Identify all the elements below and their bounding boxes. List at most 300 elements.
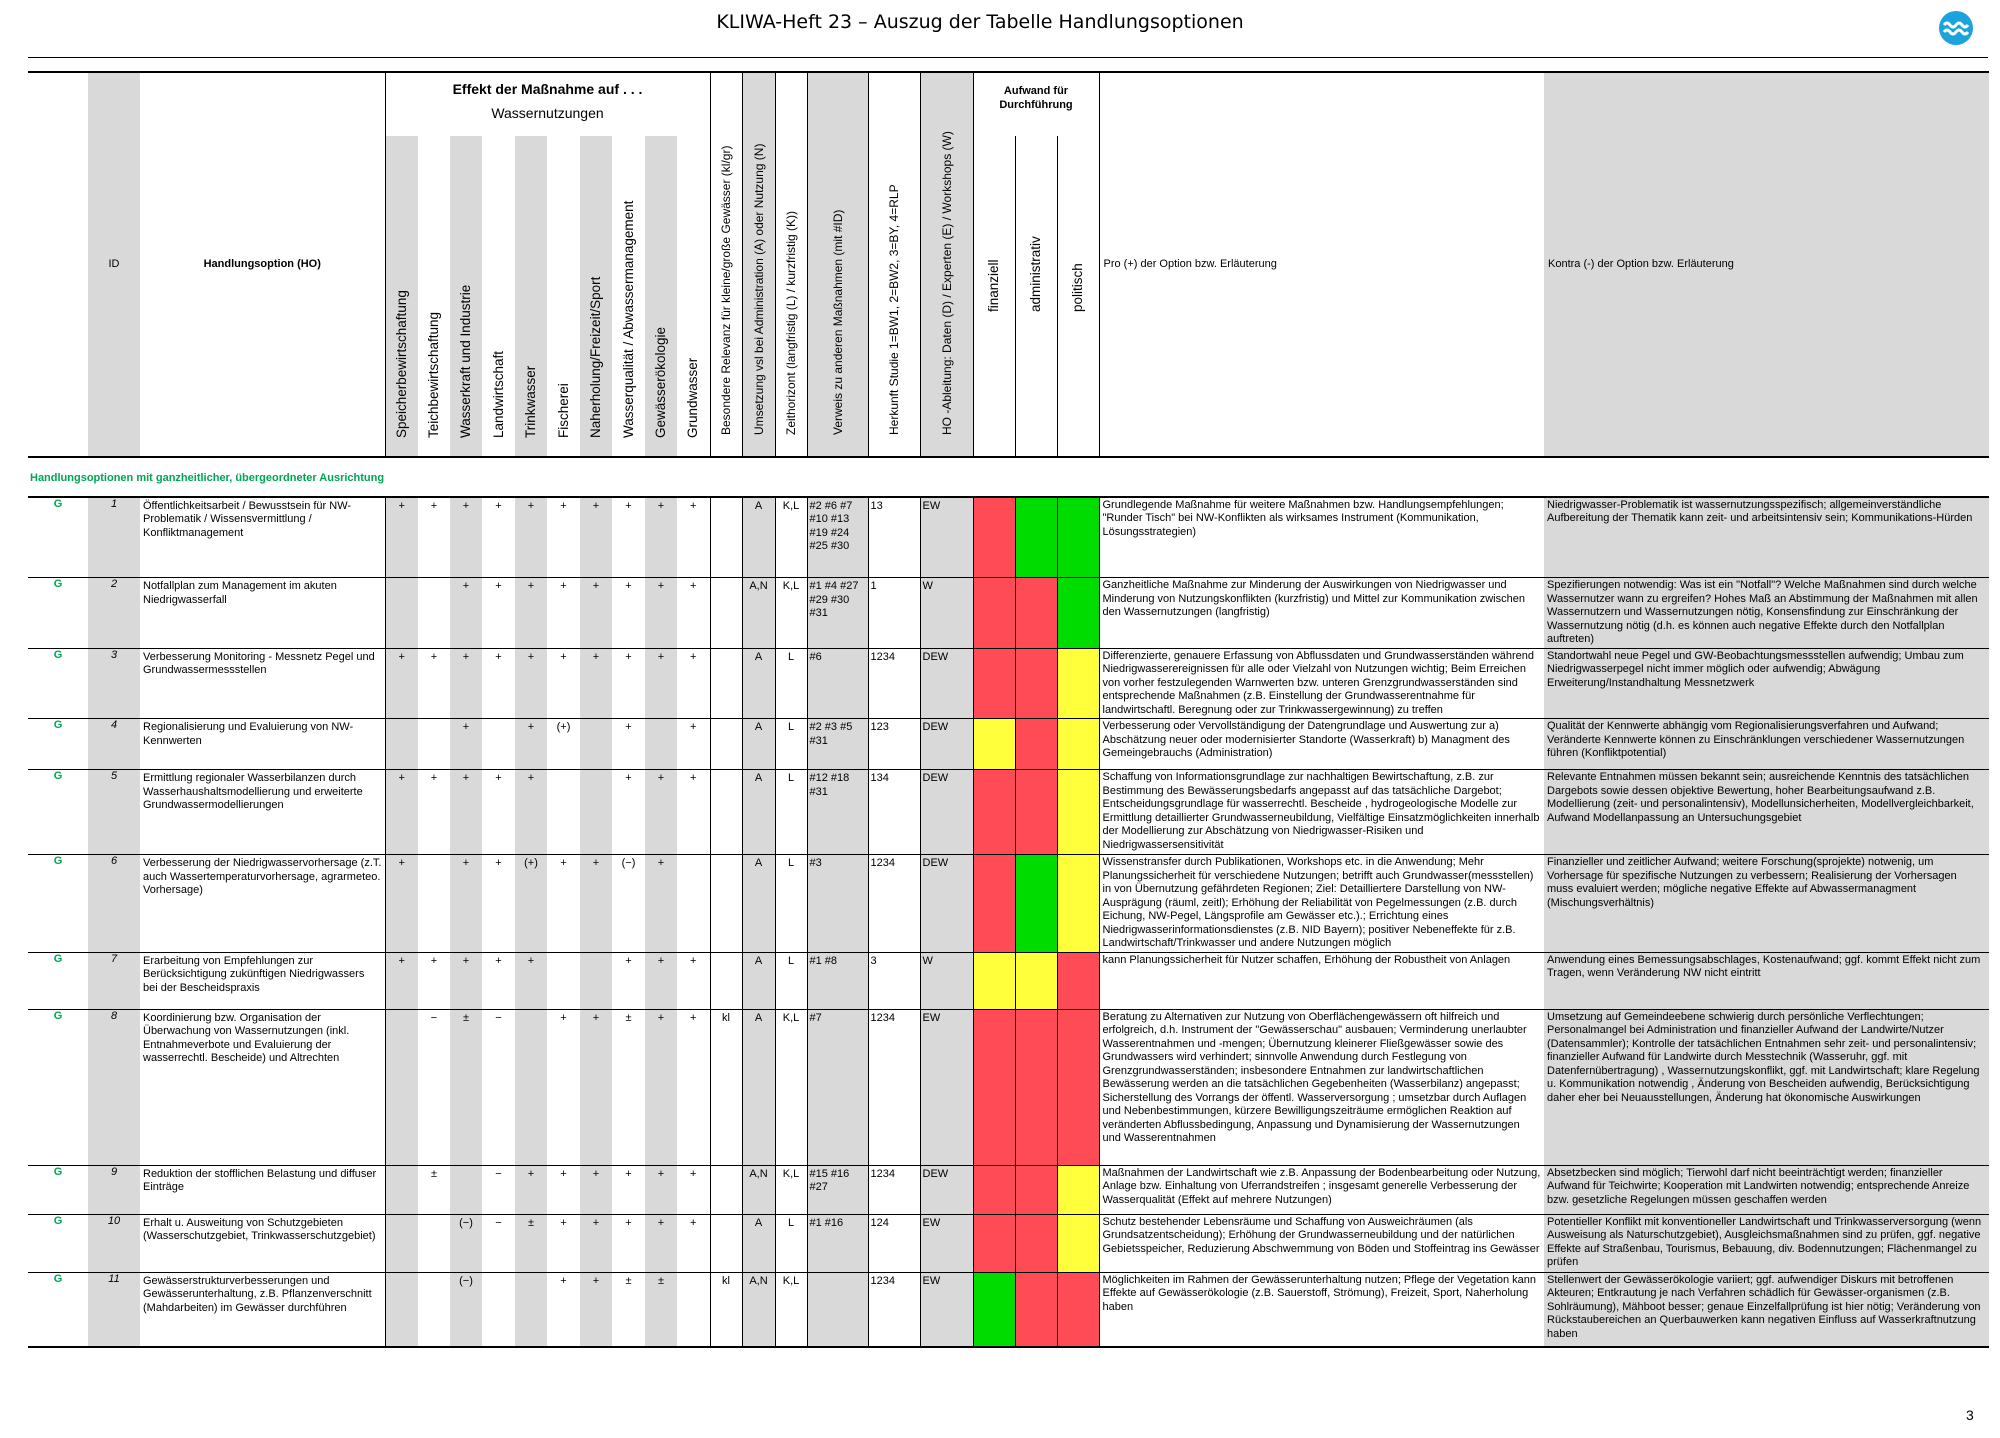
effect-cell: + [580, 1009, 612, 1165]
effect-cell: + [677, 1214, 710, 1272]
effect-cell [547, 770, 580, 855]
effect-cell: ± [515, 1214, 547, 1272]
effect-cell: + [515, 719, 547, 770]
effect-cell: + [385, 855, 418, 953]
effort-politisch-cell [1057, 578, 1099, 649]
references-cell: #3 [807, 855, 868, 953]
effect-cell: + [482, 855, 515, 953]
row-group-marker: G [28, 497, 88, 578]
effect-cell: (−) [612, 855, 645, 953]
time-horizon-cell: K,L [775, 1009, 807, 1165]
effect-cell: + [547, 1009, 580, 1165]
effect-cell: + [580, 1272, 612, 1347]
effort-col-label: finanziell [986, 259, 1001, 312]
effect-cell: + [515, 648, 547, 719]
section-title: Handlungsoptionen mit ganzheitlicher, übergeordneter Ausrichtung [28, 457, 1989, 497]
implementation-cell: A [742, 1214, 775, 1272]
effect-cell [677, 1272, 710, 1347]
effect-cell [418, 1214, 450, 1272]
effect-cell: + [515, 952, 547, 1009]
table-row [28, 1165, 1989, 1214]
relevance-cell [710, 952, 742, 1009]
row-option: Erhalt u. Ausweitung von Schutzgebieten (Wasserschutzgebiet, Trinkwasserschutzgebiet) [140, 1214, 385, 1272]
header-effect-col [450, 136, 482, 457]
effect-col-label: Speicherbewirtschaftung [393, 290, 409, 438]
effect-cell: + [645, 578, 677, 649]
effort-politisch-cell [1057, 719, 1099, 770]
effect-cell: + [450, 648, 482, 719]
row-contra: Absetzbecken sind möglich; Tierwohl darf nicht beeinträchtigt werden; finanzieller Aufwand für Teichwirte; Kooperation mit Landwirten notwendig; entsprechende Anreize bzw. gesetzliche Regelungen müssen geschaffen werden [1544, 1165, 1989, 1214]
header-effect-col [645, 136, 677, 457]
relevance-cell [710, 497, 742, 578]
row-option: Verbesserung Monitoring - Messnetz Pegel und Grundwassermessstellen [140, 648, 385, 719]
row-pro: Differenzierte, genauere Erfassung von Abflussdaten und Grundwasserständen während Niedrigwasserereignissen für alle oder Vielzahl von Nutzungen wichtig; Beim Erreichen von vorher festzulegenden Warnwerten bzw. unteren Grenzgrundwasserständen sind entsprechende Maßnahmen (z.B. Einstellung der Grundwasserentnahme für landwirtschaftl. Beregnung oder zur Trinkwassergewinnung) zu treffen [1099, 648, 1544, 719]
effect-cell: + [645, 648, 677, 719]
origin-cell: 124 [868, 1214, 920, 1272]
effect-col-label: Gewässerökologie [653, 326, 668, 438]
time-horizon-cell: K,L [775, 1165, 807, 1214]
relevance-cell [710, 1165, 742, 1214]
effect-cell: + [580, 648, 612, 719]
effect-cell [645, 719, 677, 770]
header-effect-col [515, 136, 547, 457]
row-option: Verbesserung der Niedrigwasservorhersage (z.T. auch Wassertemperaturvorhersage, agrarmeteo. Vorhersage) [140, 855, 385, 953]
header-effect-col [547, 136, 580, 457]
effect-cell: + [515, 1165, 547, 1214]
effort-finanziell-cell [973, 952, 1015, 1009]
effect-cell: + [450, 497, 482, 578]
effect-cell: ± [645, 1272, 677, 1347]
effect-cell: + [677, 1009, 710, 1165]
table-row [28, 770, 1989, 855]
meta-col-label: Verweis zu anderen Maßnahmen (mit #ID) [830, 209, 845, 435]
effort-administrativ-cell [1015, 1009, 1057, 1165]
effect-cell: + [547, 855, 580, 953]
origin-cell: 134 [868, 770, 920, 855]
header-pro: Pro (+) der Option bzw. Erläuterung [1099, 72, 1544, 457]
effect-cell: + [645, 770, 677, 855]
time-horizon-cell: K,L [775, 497, 807, 578]
effect-cell: + [580, 1214, 612, 1272]
effect-cell: − [482, 1165, 515, 1214]
effort-administrativ-cell [1015, 1214, 1057, 1272]
row-option: Erarbeitung von Empfehlungen zur Berücksichtigung zukünftigen Niedrigwassers bei der Bescheidspraxis [140, 952, 385, 1009]
document-title: KLIWA-Heft 23 – Auszug der Tabelle Handlungsoptionen [716, 11, 1244, 33]
derivation-cell: W [920, 578, 973, 649]
effect-cell: + [677, 497, 710, 578]
derivation-cell: DEW [920, 855, 973, 953]
effect-col-label: Landwirtschaft [490, 350, 506, 438]
row-pro: Verbesserung oder Vervollständigung der Datengrundlage und Auswertung zur a) Abschätzung neuer oder modernisierter Standorte (Wasserkraft) b) Managment des Gemeingebrauchs (Administration) [1099, 719, 1544, 770]
row-group-marker: G [28, 855, 88, 953]
row-contra: Potentieller Konflikt mit konventioneller Landwirtschaft und Trinkwasserversorgung (wenn Ausweisung als Naturschutzgebiet), Ausgleichsmaßnahmen sind zu prüfen, ggf. negative Effekte auf Straßenbau, Tourismus, Bebauung, div. Bodennutzungen; Flächenmangel zu prüfen [1544, 1214, 1989, 1272]
effect-cell: + [645, 1214, 677, 1272]
effect-cell: + [418, 648, 450, 719]
references-cell: #1 #8 [807, 952, 868, 1009]
effect-cell: + [612, 770, 645, 855]
header-effect-group [385, 72, 710, 136]
effect-cell [418, 719, 450, 770]
implementation-cell: A [742, 719, 775, 770]
effect-cell: + [547, 578, 580, 649]
effect-col-label: Wasserqualität / Abwassermanagement [620, 200, 636, 438]
effect-cell [385, 1272, 418, 1347]
row-contra: Niedrigwasser-Problematik ist wassernutzungsspezifisch; allgemeinverständliche Aufbereitung der Thematik kann zeit- und arbeitsintensiv sein; Kommunikations-Hürden [1544, 497, 1989, 578]
effect-cell: + [515, 497, 547, 578]
effect-cell: + [418, 770, 450, 855]
derivation-cell: W [920, 952, 973, 1009]
header-effort-col [973, 136, 1015, 457]
effect-cell [482, 1272, 515, 1347]
origin-cell: 123 [868, 719, 920, 770]
row-pro: Grundlegende Maßnahme für weitere Maßnahmen bzw. Handlungsempfehlungen; "Runder Tisch" bei NW-Konflikten als wirksames Instrument (Kommunikation, Lösungsstrategien) [1099, 497, 1544, 578]
row-option: Gewässerstrukturverbesserungen und Gewässerunterhaltung, z.B. Pflanzenverschnitt (Mahdarbeiten) im Gewässer durchführen [140, 1272, 385, 1347]
meta-col-label: Umsetzung vsl bei Administration (A) oder Nutzung (N) [751, 143, 766, 435]
implementation-cell: A,N [742, 1165, 775, 1214]
row-contra: Stellenwert der Gewässerökologie variiert; ggf. aufwendiger Diskurs mit betroffenen Akteuren; Entkrautung je nach Verfahren schädlich für Gewässer-organismen (z.B. Sohlräumung), Mähboot besser; genaue Einzelfallprüfung ist hier nötig; Veränderung von Rückstaubereichen an Querbauwerken kann negativen Einfluss auf Wasserkraftnutzung haben [1544, 1272, 1989, 1347]
references-cell: #1 #16 [807, 1214, 868, 1272]
effect-col-label: Naherholung/Freizeit/Sport [588, 276, 603, 438]
header-meta-col [710, 72, 742, 457]
effect-cell [580, 952, 612, 1009]
effort-politisch-cell [1057, 1214, 1099, 1272]
header-meta-col [920, 72, 973, 457]
row-pro: Schaffung von Informationsgrundlage zur nachhaltigen Bewirtschaftung, z.B. zur Bestimmung des Bewässerungsbedarfs angepasst auf das tatsächliche Dargebot; Entscheidungsgrundlage für wasserrechtl. Bescheide , hydrogeologische Modelle zur Ermittlung detaillierter Grundwasserneubildung, Vielfältige Einsatzmöglichkeiten innerhalb der Modellierung zur Abschätzung von Niedrigwasser-Risiken und Niedrigwassersensitivität [1099, 770, 1544, 855]
row-pro: Maßnahmen der Landwirtschaft wie z.B. Anpassung der Bodenbearbeitung oder Nutzung, Anlage bzw. Einhaltung von Uferrandstreifen ; insgesamt generelle Verbesserung der Wasserqualität (Effekt auf mehrere Nutzungen) [1099, 1165, 1544, 1214]
references-cell: #1 #4 #27 #29 #30 #31 [807, 578, 868, 649]
header-meta-col [742, 72, 775, 457]
implementation-cell: A [742, 952, 775, 1009]
row-contra: Relevante Entnahmen müssen bekannt sein; ausreichende Kenntnis des tatsächlichen Dargebots sowie dessen objektive Bewertung, hoher Bearbeitungsaufwand z.B. Modellierung (zeit- und personalintensiv), Modellunsicherheiten, Modellvergleichbarkeit, Aufwand Modellanpassung an Untersuchungsgebiet [1544, 770, 1989, 855]
table-row [28, 1009, 1989, 1165]
derivation-cell: DEW [920, 770, 973, 855]
effect-cell: + [612, 1214, 645, 1272]
implementation-cell: A [742, 1009, 775, 1165]
effect-cell: + [677, 952, 710, 1009]
row-pro: Ganzheitliche Maßnahme zur Minderung der Auswirkungen von Niedrigwasser und Minderung von Nutzungskonflikten (kurzfristig) und Mittel zur Kommunikation zwischen den Wassernutzungen (langfristig) [1099, 578, 1544, 649]
effect-cell: + [677, 1165, 710, 1214]
effort-administrativ-cell [1015, 719, 1057, 770]
row-pro: kann Planungssicherheit für Nutzer schaffen, Erhöhung der Robustheit von Anlagen [1099, 952, 1544, 1009]
effect-cell: + [645, 855, 677, 953]
origin-cell: 1 [868, 578, 920, 649]
header-option: Handlungsoption (HO) [140, 72, 385, 457]
effect-col-label: Trinkwasser [523, 365, 538, 438]
row-group-marker: G [28, 1009, 88, 1165]
effort-administrativ-cell [1015, 770, 1057, 855]
effect-cell: + [547, 497, 580, 578]
references-cell [807, 1272, 868, 1347]
effect-cell: + [580, 855, 612, 953]
effort-finanziell-cell [973, 1272, 1015, 1347]
header-meta-col [868, 72, 920, 457]
time-horizon-cell: K,L [775, 1272, 807, 1347]
effort-politisch-cell [1057, 770, 1099, 855]
effort-administrativ-cell [1015, 648, 1057, 719]
effect-cell: + [482, 770, 515, 855]
time-horizon-cell: L [775, 648, 807, 719]
implementation-cell: A [742, 770, 775, 855]
effect-cell [677, 855, 710, 953]
effort-politisch-cell [1057, 497, 1099, 578]
kliwa-wave-logo-icon [1938, 10, 1974, 46]
row-id: 2 [88, 578, 140, 649]
effect-cell: + [385, 648, 418, 719]
origin-cell: 1234 [868, 648, 920, 719]
effect-cell: + [612, 648, 645, 719]
effect-cell: ± [612, 1272, 645, 1347]
effect-cell: + [547, 1272, 580, 1347]
relevance-cell [710, 855, 742, 953]
derivation-cell: EW [920, 1009, 973, 1165]
row-option: Regionalisierung und Evaluierung von NW-Kennwerten [140, 719, 385, 770]
meta-col-label: Herkunft Studie 1=BW1, 2=BW2, 3=BY, 4=RLP [887, 184, 901, 435]
derivation-cell: EW [920, 1214, 973, 1272]
row-option: Koordinierung bzw. Organisation der Überwachung von Wassernutzungen (inkl. Entnahmeverbote und Evaluierung der wasserrechtl. Bescheide) und Altrechten [140, 1009, 385, 1165]
effect-cell [450, 1165, 482, 1214]
header-effect-col [385, 136, 418, 457]
effort-col-label: administrativ [1028, 236, 1043, 312]
references-cell: #15 #16 #27 [807, 1165, 868, 1214]
effort-finanziell-cell [973, 719, 1015, 770]
row-id: 8 [88, 1009, 140, 1165]
effort-finanziell-cell [973, 497, 1015, 578]
derivation-cell: DEW [920, 719, 973, 770]
effect-cell: + [450, 719, 482, 770]
effect-cell [547, 952, 580, 1009]
effort-politisch-cell [1057, 952, 1099, 1009]
effort-finanziell-cell [973, 1214, 1015, 1272]
effect-cell: + [677, 770, 710, 855]
effort-politisch-cell [1057, 1009, 1099, 1165]
row-group-marker: G [28, 1165, 88, 1214]
effort-administrativ-cell [1015, 497, 1057, 578]
effect-cell [515, 1009, 547, 1165]
effect-cell: + [547, 1165, 580, 1214]
row-id: 4 [88, 719, 140, 770]
effect-col-label: Grundwasser [685, 357, 701, 438]
row-contra: Umsetzung auf Gemeindeebene schwierig durch persönliche Verflechtungen; Personalmangel bei Administration und finanzieller Aufwand der Landwirte/Nutzer (Datensammler); Kontrolle der tatsächlichen Entnahmen sehr zeit- und personalintensiv; finanzieller Aufwand für Landwirte durch Messtechnik (Wasseruhr, ggf. mit Datenfernübertragung) , Wassernutzungskonflikt, ggf. mit Landwirtschaft; klare Regelung u. Kommunikation notwendig , Änderung von Bescheiden aufwendig, Berücksichtigung daher eher bei Neuausstellungen, Änderung hat ökonomische Auswirkungen [1544, 1009, 1989, 1165]
header-id: ID [88, 72, 140, 457]
header-effect-col [418, 136, 450, 457]
effort-finanziell-cell [973, 578, 1015, 649]
effect-group-title: Effekt der Maßnahme auf . . . [452, 81, 643, 97]
effort-col-label: politisch [1070, 263, 1085, 312]
effect-cell: + [547, 648, 580, 719]
effect-cell: + [385, 770, 418, 855]
row-contra: Finanzieller und zeitlicher Aufwand; weitere Forschung(sprojekte) notwenig, um Vorhersage für spezifische Nutzungen zu verbessern; Realisierung der Vorhersagen muss evaluiert werden; mögliche negative Effekte auf Abwassermanagment (Mischungsverhältnis) [1544, 855, 1989, 953]
effect-cell: + [482, 578, 515, 649]
effect-cell [418, 1272, 450, 1347]
effect-cell: + [645, 1165, 677, 1214]
row-group-marker: G [28, 578, 88, 649]
row-id: 9 [88, 1165, 140, 1214]
row-pro: Beratung zu Alternativen zur Nutzung von Oberflächengewässern oft hilfreich und erfolgreich, d.h. Instrument der "Gewässerschau" ausbauen; Verminderung unerlaubter Wasserentnahmen und -mengen; Übernutzung kleinerer Fließgewässer sowie des Grundwassers wird verhindert; sinnvolle Anwendung durch Festlegung von Grenzgrundwasserständen; insbesondere Entnahmen zur landwirtschaftlichen Bewässerung werden an die tatsächlichen Gegebenheiten (Wasserbilanz) angepasst; Sicherstellung des Vorrangs der öffentl. Wasserversorgung ; umsetzbar durch Auflagen und Nebenbestimmungen, kürzere Bewilligungszeiträume ermöglichen Reaktion auf veränderten Abflussbedingung, Anpassung und Dynamisierung der Wassernutzungen und Wasserentnahmen [1099, 1009, 1544, 1165]
meta-col-label: HO -Ableitung: Daten (D) / Experten (E) / Workshops (W) [939, 131, 954, 435]
time-horizon-cell: L [775, 855, 807, 953]
effect-cell: + [515, 578, 547, 649]
references-cell: #6 [807, 648, 868, 719]
header-effort-col [1057, 136, 1099, 457]
effect-cell [385, 1214, 418, 1272]
references-cell: #2 #3 #5 #31 [807, 719, 868, 770]
header-effect-col [482, 136, 515, 457]
effort-finanziell-cell [973, 648, 1015, 719]
implementation-cell: A [742, 648, 775, 719]
derivation-cell: DEW [920, 1165, 973, 1214]
row-option: Notfallplan zum Management im akuten Niedrigwasserfall [140, 578, 385, 649]
effect-cell [482, 719, 515, 770]
row-id: 3 [88, 648, 140, 719]
time-horizon-cell: L [775, 1214, 807, 1272]
effect-cell [418, 855, 450, 953]
header-meta-col [775, 72, 807, 457]
header-effect-col [580, 136, 612, 457]
effect-cell: + [580, 497, 612, 578]
effect-cell [418, 578, 450, 649]
row-id: 11 [88, 1272, 140, 1347]
effect-cell: + [418, 952, 450, 1009]
table-row [28, 648, 1989, 719]
effect-cell: (−) [450, 1214, 482, 1272]
row-group-marker: G [28, 719, 88, 770]
effect-cell: ± [450, 1009, 482, 1165]
relevance-cell [710, 719, 742, 770]
header-effect-col [612, 136, 645, 457]
effort-administrativ-cell [1015, 1272, 1057, 1347]
effect-cell: + [450, 952, 482, 1009]
relevance-cell: kl [710, 1272, 742, 1347]
row-pro: Schutz bestehender Lebensräume und Schaffung von Ausweichräumen (als Grundsatzentscheidung); Erhöhung der Grundwasserneubildung und der natürlichen Gebietsspeicher, Reduzierung Abschwemmung von Böden und Stoffeintrag ins Gewässer [1099, 1214, 1544, 1272]
title-rule [28, 57, 1988, 58]
references-cell: #12 #18 #31 [807, 770, 868, 855]
relevance-cell [710, 1214, 742, 1272]
effect-cell: + [482, 497, 515, 578]
effect-cell: − [418, 1009, 450, 1165]
table-row [28, 719, 1989, 770]
effect-cell: + [515, 770, 547, 855]
origin-cell: 1234 [868, 1165, 920, 1214]
effect-cell: + [482, 648, 515, 719]
effect-cell: ± [418, 1165, 450, 1214]
effect-cell: + [450, 578, 482, 649]
row-id: 10 [88, 1214, 140, 1272]
header-effect-col [677, 136, 710, 457]
header-contra: Kontra (-) der Option bzw. Erläuterung [1544, 72, 1989, 457]
origin-cell: 3 [868, 952, 920, 1009]
relevance-cell: kl [710, 1009, 742, 1165]
effort-politisch-cell [1057, 648, 1099, 719]
effort-politisch-cell [1057, 855, 1099, 953]
effort-finanziell-cell [973, 770, 1015, 855]
implementation-cell: A [742, 855, 775, 953]
time-horizon-cell: L [775, 952, 807, 1009]
meta-col-label: Zeithorizont (langfristig (L) / kurzfristig (K)) [784, 210, 798, 435]
row-group-marker: G [28, 952, 88, 1009]
header-meta-col [807, 72, 868, 457]
references-cell: #2 #6 #7 #10 #13 #19 #24 #25 #30 [807, 497, 868, 578]
row-contra: Anwendung eines Bemessungsabschlages, Kostenaufwand; ggf. kommt Effekt nicht zum Tragen, wenn Veränderung NW nicht eintritt [1544, 952, 1989, 1009]
effect-cell [385, 578, 418, 649]
uses-group-title: Wassernutzungen [491, 105, 604, 121]
effect-cell: − [482, 1214, 515, 1272]
effort-finanziell-cell [973, 855, 1015, 953]
effect-cell: + [677, 719, 710, 770]
effect-col-label: Fischerei [555, 383, 571, 438]
derivation-cell: EW [920, 1272, 973, 1347]
row-contra: Qualität der Kennwerte abhängig vom Regionalisierungsverfahren und Aufwand; Veränderte Kennwerte können zu Einschränklungen verschiedener Wassernutzungen führen (Konfliktpotential) [1544, 719, 1989, 770]
row-group-marker: G [28, 1214, 88, 1272]
implementation-cell: A,N [742, 578, 775, 649]
effect-col-label: Wasserkraft und Industrie [458, 284, 473, 438]
meta-col-label: Besondere Relevanz für kleine/große Gewässer (kl/gr) [719, 145, 733, 435]
effort-administrativ-cell [1015, 952, 1057, 1009]
effect-cell: + [677, 578, 710, 649]
effect-cell: + [612, 497, 645, 578]
effect-cell: + [645, 497, 677, 578]
row-pro: Wissenstransfer durch Publikationen, Workshops etc. in die Anwendung; Mehr Planungssicherheit für verschiedene Nutzungen; betrifft auch Grundwasser(messstellen) in von Übernutzung gefährdeten Regionen; Ziel: Detailliertere Darstellung von NW-Ausprägung (räuml, zeitl); Erhöhung der Reliabilität von Pegelmessungen (z.B. durch Eichung, NW-Pegel, Längsprofile am Gewässer etc.).; Errichtung eines Niedrigwasserinformationsdienstes (z.B. NID Bayern); positiver Nebeneffekte für z.B. Landwirtschaft/Trinkwasser und andere Nutzungen möglich [1099, 855, 1544, 953]
handlungsoptionen-table [28, 71, 1989, 1348]
effect-cell: + [450, 770, 482, 855]
row-id: 5 [88, 770, 140, 855]
effect-cell: + [418, 497, 450, 578]
row-id: 6 [88, 855, 140, 953]
header-effort-group: Aufwand für Durchführung [973, 72, 1099, 136]
row-option: Ermittlung regionaler Wasserbilanzen durch Wasserhaushaltsmodellierung und erweiterte Grundwassermodellierungen [140, 770, 385, 855]
table-row [28, 952, 1989, 1009]
effort-politisch-cell [1057, 1272, 1099, 1347]
origin-cell: 1234 [868, 1009, 920, 1165]
effort-administrativ-cell [1015, 855, 1057, 953]
header-g-cell [28, 72, 88, 136]
table-row [28, 497, 1989, 578]
origin-cell: 1234 [868, 1272, 920, 1347]
effect-cell: + [450, 855, 482, 953]
relevance-cell [710, 648, 742, 719]
implementation-cell: A [742, 497, 775, 578]
effect-col-label: Teichbewirtschaftung [426, 311, 441, 438]
effect-cell: (+) [515, 855, 547, 953]
derivation-cell: DEW [920, 648, 973, 719]
effect-cell: + [677, 648, 710, 719]
effect-cell: + [482, 952, 515, 1009]
effect-cell: (+) [547, 719, 580, 770]
effect-cell: + [612, 952, 645, 1009]
effect-cell: − [482, 1009, 515, 1165]
effort-finanziell-cell [973, 1165, 1015, 1214]
effort-finanziell-cell [973, 1009, 1015, 1165]
effect-cell: ± [612, 1009, 645, 1165]
time-horizon-cell: L [775, 719, 807, 770]
effect-cell: + [612, 719, 645, 770]
effect-cell [385, 1165, 418, 1214]
row-group-marker: G [28, 1272, 88, 1347]
effect-cell: (−) [450, 1272, 482, 1347]
effect-cell: + [385, 952, 418, 1009]
row-id: 7 [88, 952, 140, 1009]
implementation-cell: A,N [742, 1272, 775, 1347]
time-horizon-cell: L [775, 770, 807, 855]
row-pro: Möglichkeiten im Rahmen der Gewässerunterhaltung nutzen; Pflege der Vegetation kann Effekte auf Gewässerökologie (z.B. Sauerstoff, Strömung), Freizeit, Sport, Naherholung haben [1099, 1272, 1544, 1347]
effect-cell: + [645, 952, 677, 1009]
effort-administrativ-cell [1015, 1165, 1057, 1214]
effect-cell [385, 1009, 418, 1165]
effect-cell [580, 770, 612, 855]
row-group-marker: G [28, 770, 88, 855]
effect-cell: + [612, 1165, 645, 1214]
effect-cell: + [645, 1009, 677, 1165]
references-cell: #7 [807, 1009, 868, 1165]
